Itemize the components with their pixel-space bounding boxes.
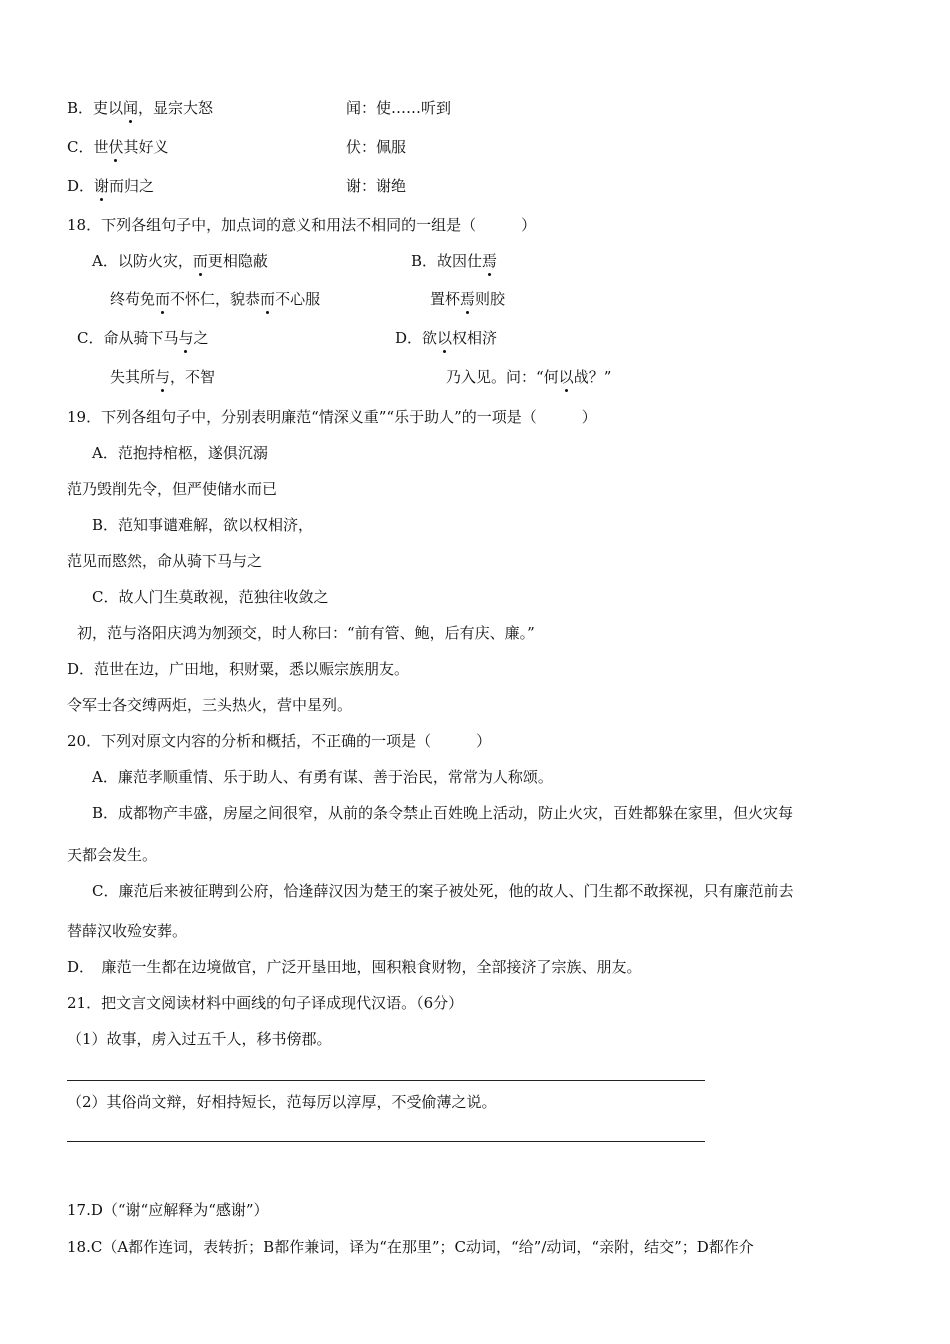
q20-stem: 20．下列对原文内容的分析和概括，不正确的一项是（ ） (67, 732, 492, 750)
q17-option-d (67, 176, 154, 196)
answer-17: 17.D（“谢“应解释为“感谢”） (67, 1201, 269, 1219)
q18-option-b-line2 (430, 289, 505, 309)
q21-sentence-2: （2）其俗尚文辩，好相持短长，范每厉以淳厚，不受偷薄之说。 (67, 1093, 497, 1111)
option-text: ，显宗大怒 (138, 99, 214, 117)
option-text: C．命从骑下马 (77, 329, 179, 347)
option-text: ，不智 (170, 368, 216, 386)
option-text: D． (67, 177, 95, 195)
option-text: 则胶 (475, 290, 506, 308)
q19-option-a-line1: A．范抱持棺柩，遂俱沉溺 (92, 444, 268, 462)
q19-option-c-line1: C．故人门生莫敢视，范独往收敛之 (92, 588, 329, 606)
dotted-word: 伏 (108, 138, 124, 156)
option-text: B．吏以 (67, 99, 124, 117)
option-text: 权相济 (452, 329, 498, 347)
dotted-word: 以 (558, 368, 574, 386)
q18-option-c-line1 (77, 328, 209, 348)
q18-option-a-line1 (92, 251, 268, 271)
option-text: 其好义 (123, 138, 169, 156)
option-text: 乃入见。问：“何 (446, 368, 559, 386)
answer-line (67, 1080, 705, 1081)
q20-option-c-line1: C．廉范后来被征聘到公府，恰逢薛汉因为楚王的案子被处死，他的故人、门生都不敢探视，只有廉范前去 (92, 882, 794, 900)
option-text: 置杯 (430, 290, 461, 308)
option-text: 之 (193, 329, 209, 347)
q18-option-c-line2 (110, 367, 215, 387)
q17-option-c (67, 137, 169, 157)
q18-stem: 18．下列各组句子中，加点词的意义和用法不相同的一组是（ ） (67, 216, 537, 234)
q19-option-b-line2: 范见而愍然，命从骑下马与之 (67, 552, 263, 570)
q17-option-c-note: 伏：佩服 (346, 138, 407, 156)
option-text: 不怀仁，貌恭 (170, 290, 261, 308)
option-text: D．欲 (395, 329, 438, 347)
dotted-word: 而 (192, 252, 208, 270)
q20-option-d: D． 廉范一生都在边境做官，广泛开垦田地，囤积粮食财物，全部接济了宗族、朋友。 (67, 958, 642, 976)
q20-option-b-line1: B．成都物产丰盛，房屋之间很窄，从前的条令禁止百姓晚上活动，防止火灾，百姓都躲在家里，但火灾每 (92, 804, 794, 822)
answer-line (67, 1141, 705, 1142)
dotted-word: 闻 (123, 99, 139, 117)
q18-option-b-line1 (411, 251, 497, 271)
q17-option-b (67, 98, 213, 118)
q19-option-b-line1: B．范知事谴难解，欲以权相济， (92, 516, 314, 534)
option-text: A．以防火灾， (92, 252, 193, 270)
q19-option-d-line1: D．范世在边，广田地，积财粟，悉以赈宗族朋友。 (67, 660, 410, 678)
dotted-word: 与 (155, 368, 171, 386)
q19-option-a-line2: 范乃毁削先令，但严使储水而已 (67, 480, 278, 498)
dotted-word: 与 (178, 329, 194, 347)
option-text: 而归之 (109, 177, 155, 195)
option-text: B．故因仕 (411, 252, 483, 270)
dotted-word: 焉 (482, 252, 498, 270)
q20-option-c-line2: 替薛汉收殓安葬。 (67, 922, 188, 940)
q21-stem: 21．把文言文阅读材料中画线的句子译成现代汉语。（6分） (67, 994, 464, 1012)
q18-option-d-line1 (395, 328, 497, 348)
q19-option-d-line2: 令军士各交缚两炬，三头热火，营中星列。 (67, 696, 353, 714)
answer-18: 18.C（A都作连词，表转折；B都作兼词，译为“在那里”；C动词，“给”/动词，“亲附，结交”；D都作介 (67, 1238, 754, 1256)
option-text: 更相隐蔽 (207, 252, 268, 270)
q21-sentence-1: （1）故事，虏入过五千人，移书傍郡。 (67, 1030, 332, 1048)
q18-option-a-line2 (110, 289, 320, 309)
dotted-word: 而 (155, 290, 171, 308)
option-text: 终苟免 (110, 290, 156, 308)
dotted-word: 而 (260, 290, 276, 308)
dotted-word: 焉 (460, 290, 476, 308)
q19-stem: 19．下列各组句子中，分别表明廉范“情深义重”“乐于助人”的一项是（ ） (67, 408, 597, 426)
q18-option-d-line2 (446, 367, 611, 387)
option-text: C．世 (67, 138, 109, 156)
q19-option-c-line2: 初，范与洛阳庆鸿为刎颈交，时人称曰：“前有管、鲍，后有庆、廉。” (77, 624, 535, 642)
dotted-word: 以 (437, 329, 453, 347)
q17-option-d-note: 谢：谢绝 (346, 177, 407, 195)
dotted-word: 谢 (94, 177, 110, 195)
option-text: 不心服 (275, 290, 321, 308)
q17-option-b-note: 闻：使……听到 (346, 99, 452, 117)
option-text: 战？” (573, 368, 612, 386)
q20-option-a: A．廉范孝顺重情、乐于助人、有勇有谋、善于治民，常常为人称颂。 (92, 768, 553, 786)
q20-option-b-line2: 天都会发生。 (67, 846, 158, 864)
option-text: 失其所 (110, 368, 156, 386)
